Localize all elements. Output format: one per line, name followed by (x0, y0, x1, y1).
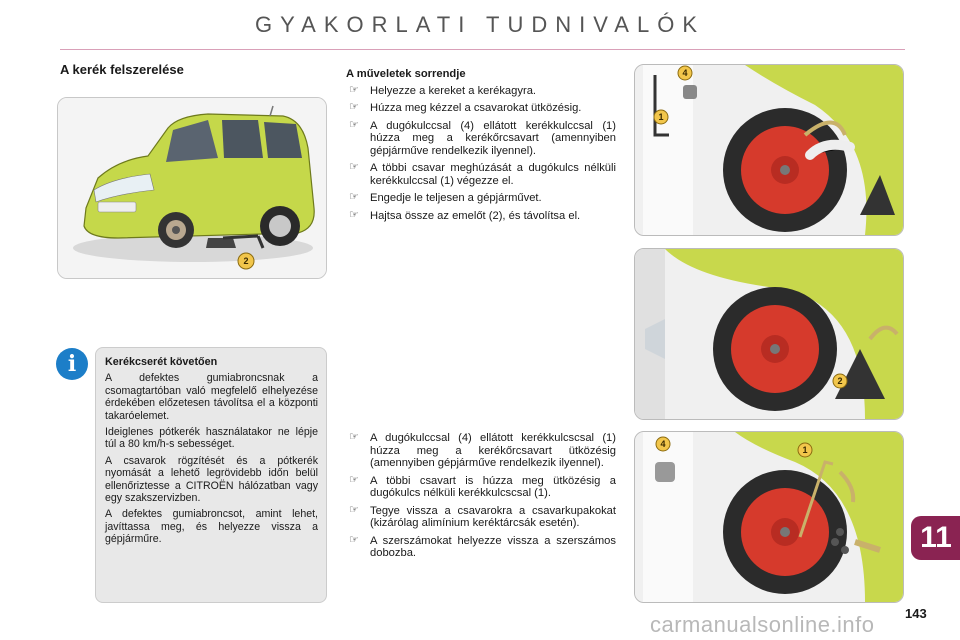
pointing-hand-icon: ☞ (349, 208, 359, 221)
wheel-drawing (635, 65, 903, 235)
chapter-number: 11 (920, 521, 952, 554)
list-item: ☞ A többi csavar meghúzását a dugókulcs nélküli kerékkulccsal (1) végezze el. (349, 161, 616, 187)
pointing-hand-icon: ☞ (349, 431, 359, 443)
list-item: ☞ A szerszámokat helyezze vissza a szerszámos dobozba. (349, 533, 616, 559)
header-divider (60, 49, 905, 50)
pointing-hand-icon: ☞ (349, 118, 359, 131)
list-item: ☞ Tegye vissza a csavarokra a csavarkupakokat (kizárólag alimínium keréktárcsák esetén). (349, 503, 616, 529)
steps-list-bottom (346, 432, 616, 565)
list-item: ☞ Hajtsa össze az emelőt (2), és távolítsa el. (349, 208, 581, 222)
info-paragraph: Ideiglenes pótkerék használatakor ne lépje túl a 80 km/h-s sebességet. (105, 426, 318, 451)
wheel-illustration-1 (634, 64, 904, 236)
pointing-hand-icon: ☞ (349, 503, 359, 516)
wheel-drawing (635, 249, 903, 419)
pointing-hand-icon: ☞ (349, 101, 359, 113)
wheel1-marker-1: 1 (658, 112, 664, 122)
page-number: 143 (905, 606, 927, 621)
pointing-hand-icon: ☞ (349, 533, 359, 546)
wheel-illustration-2 (634, 248, 904, 420)
pointing-hand-icon: ☞ (349, 161, 359, 173)
page-header-title: GYAKORLATI TUDNIVALÓK (255, 12, 705, 37)
info-paragraph: A csavarok rögzítését és a pótkerék nyomását a lehető legrövidebb időn belül ellenőriztesse a CITROËN hálózatban vagy egy szakszervizben. (105, 454, 318, 505)
list-item: ☞ Helyezze a kereket a kerékagyra. (349, 83, 537, 97)
info-box (95, 347, 327, 603)
section-title: A kerék felszerelése (60, 62, 184, 77)
wheel3-marker-1: 1 (802, 445, 808, 455)
list-item: ☞ A dugókulccsal (4) ellátott kerékkulcscsal (1) húzza meg a kerékőrcsavart ütközésig (amennyiben gépjárműve rendelkezik ilyennel). (349, 431, 616, 469)
car-illustration (57, 97, 327, 279)
pointing-hand-icon: ☞ (349, 83, 359, 96)
wheel-illustration-3 (634, 431, 904, 603)
list-item: ☞ Húzza meg kézzel a csavarokat ütközésig. (349, 101, 582, 114)
info-icon: i (56, 348, 88, 380)
list-item: ☞ A többi csavart is húzza meg ütközésig a dugókulcs nélküli kerékkulcscsal (1). (349, 473, 616, 499)
wheel3-marker-4: 4 (660, 439, 666, 449)
steps-title: A műveletek sorrendje (346, 68, 466, 80)
car-marker-2: 2 (243, 256, 249, 266)
wheel1-marker-4: 4 (682, 68, 688, 78)
pointing-hand-icon: ☞ (349, 191, 359, 203)
wheel2-marker-2: 2 (837, 376, 843, 386)
car-drawing (58, 98, 326, 278)
list-item: ☞ Engedje le teljesen a gépjárművet. (349, 191, 542, 204)
steps-list-top (346, 68, 616, 227)
list-item: ☞ A dugókulccsal (4) ellátott kerékkulccsal (1) húzza meg a kerékőrcsavart (amennyiben gépjárműve rendelkezik ilyennel). (349, 118, 616, 157)
info-paragraph: A defektes gumiabroncsnak a csomagtartóban való megfelelő elhelyezése érdekében előzetesen távolítsa el a központi takaróelemet. (105, 372, 318, 422)
wheel-drawing (635, 432, 903, 602)
watermark: carmanualsonline.info (650, 612, 875, 637)
info-title: Kerékcserét követően (105, 356, 218, 368)
info-paragraph: A defektes gumiabroncsot, amint lehet, javíttassa meg, és helyezze vissza a gépjárműre. (105, 508, 318, 546)
pointing-hand-icon: ☞ (349, 473, 359, 486)
